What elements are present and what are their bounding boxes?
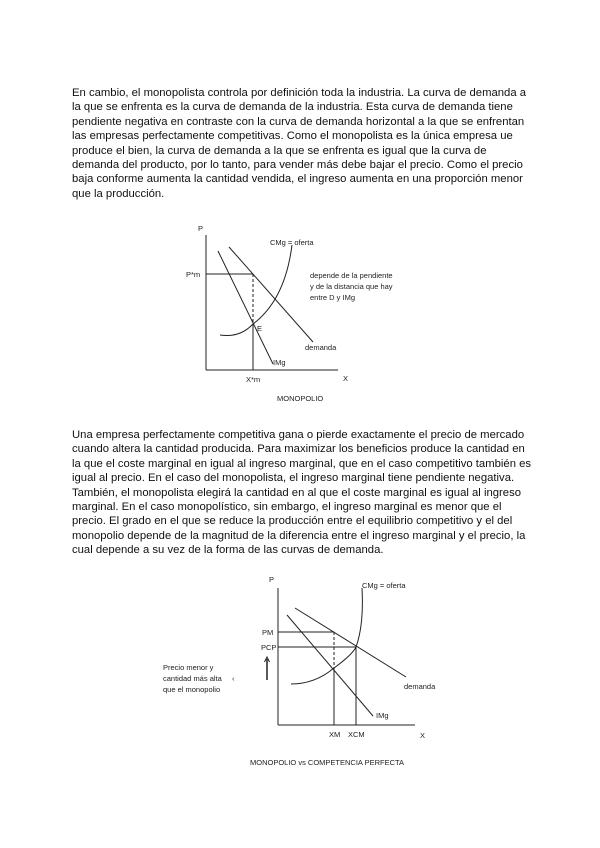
note-line: cantidad más alta (163, 674, 222, 683)
supply-label: CMg = oferta (270, 238, 314, 247)
note-line: depende de la pendiente (310, 271, 393, 280)
figure-caption: MONOPOLIO (277, 394, 324, 403)
figure-caption: MONOPOLIO vs COMPETENCIA PERFECTA (250, 758, 405, 767)
note-line: Precio menor y (163, 663, 214, 672)
demand-label: demanda (404, 682, 436, 691)
paragraph-competitive-comparison: Una empresa perfectamente competitiva gana o pierde exactamente el precio de mercado cuando altera la cantidad producida. Para maximizar los beneficios produce la cantidad en la que el coste marginal en igual al ingreso marginal, que en el caso competitivo también es igual al precio. En el caso del monopolista, el ingreso marginal tiene pendiente negativa. También, el monopolista elegirá la cantidad en al que el coste marginal es igual al ingreso marginal. En el caso monopolístico, sin embargo, el ingreso marginal es menor que el precio. El grado en el que se reduce la producción entre el equilibrio competitivo y el del monopolio depende de la magnitud de la diferencia entre el ingreso marginal y el precio, la cual depende a su vez de la forma de las curvas de demanda. (72, 429, 532, 557)
xcm-label: XCM (348, 730, 365, 739)
pm-label: PM (262, 628, 274, 637)
y-axis-label: P (198, 224, 204, 233)
y-axis-label: P (269, 575, 275, 584)
supply-curve (291, 588, 362, 684)
pointer-mark: ‹ (232, 674, 235, 683)
x-axis-label: X (420, 731, 426, 740)
quantity-label: X*m (246, 375, 261, 384)
demand-label: demanda (305, 343, 337, 352)
xm-label: XM (329, 730, 341, 739)
x-axis-label: X (343, 374, 349, 383)
note-line: y de la distancia que hay (310, 282, 393, 291)
demand-curve (295, 608, 406, 677)
paragraph-monopoly-demand: En cambio, el monopolista controla por definición toda la industria. La curva de demanda a la que se enfrenta es la curva de demanda de la industria. Esta curva de demanda tiene pendiente negativa en contraste con la curva de demanda horizontal a la que se enfrentan las empresas perfectamente competitivas. Como el monopolista es la única empresa ue produce el bien, la curva de demanda a la que se enfrenta es igual que la curva de demanda del producto, por lo tanto, para vender más debe bajar el precio. Como el precio baja conforme aumenta la cantidad vendida, el ingreso aumenta en una proporción menor que la producción. (72, 87, 527, 200)
equilibrium-label: E (257, 324, 263, 333)
price-label: P*m (186, 270, 201, 279)
note-line: que el monopolio (163, 685, 221, 694)
mr-label: IMg (376, 711, 389, 720)
mr-label: IMg (273, 358, 286, 367)
note-line: entre D y IMg (310, 293, 356, 302)
supply-label: CMg = oferta (362, 581, 406, 590)
pcp-label: PCP (261, 643, 277, 652)
